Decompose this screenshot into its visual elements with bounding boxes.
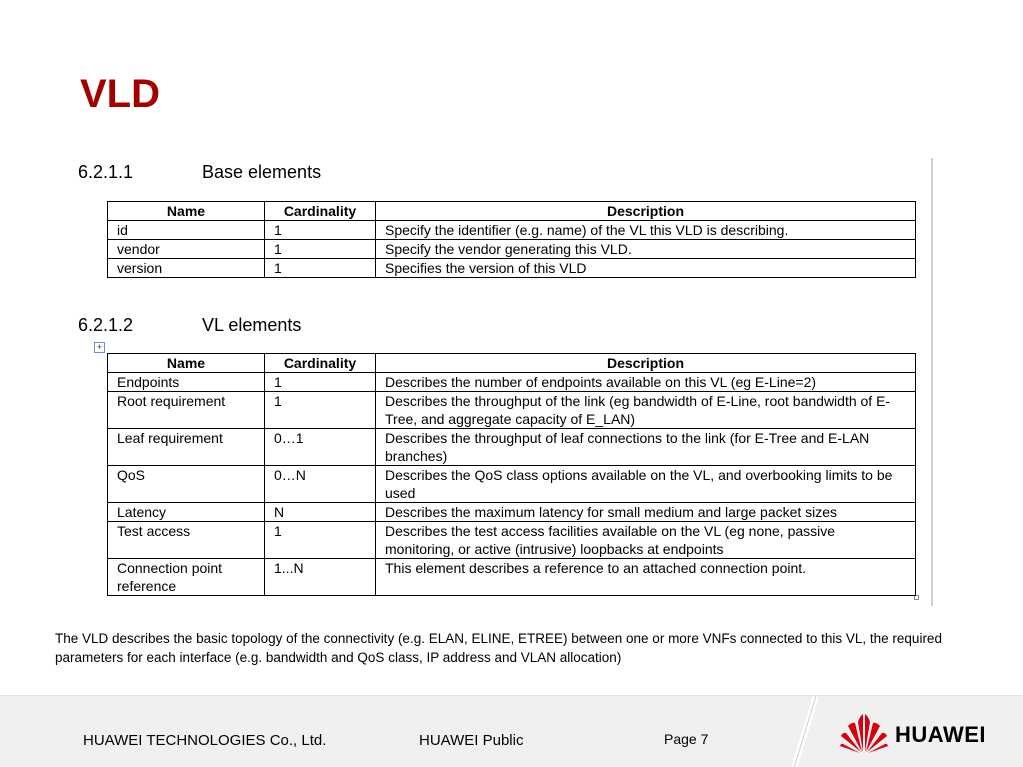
table-row xyxy=(108,259,916,278)
cell-description: Describes the maximum latency for small medium and large packet sizes xyxy=(376,503,916,522)
cell-description: Describes the throughput of leaf connections to the link (for E-Tree and E-LAN branches) xyxy=(376,429,916,466)
huawei-logo-text: HUAWEI xyxy=(895,722,986,747)
cell-name: Connection point reference xyxy=(108,559,265,596)
cell-name: Leaf requirement xyxy=(108,429,265,466)
cell-description: Describes the QoS class options available on the VL, and overbooking limits to be used xyxy=(376,466,916,503)
table-row xyxy=(108,503,916,522)
header-cardinality: Cardinality xyxy=(265,354,376,373)
cell-description: Specify the identifier (e.g. name) of the VL this VLD is describing. xyxy=(376,221,916,240)
cell-name: Latency xyxy=(108,503,265,522)
table-row xyxy=(108,392,916,429)
slide-footer xyxy=(0,695,1023,767)
section-title: Base elements xyxy=(202,162,322,182)
cell-cardinality: 1 xyxy=(265,373,376,392)
cell-name: vendor xyxy=(108,240,265,259)
header-name: Name xyxy=(108,202,265,221)
table-header-row xyxy=(108,202,916,221)
table-row xyxy=(108,466,916,503)
huawei-logo xyxy=(840,714,990,754)
cell-description: Specify the vendor generating this VLD. xyxy=(376,240,916,259)
cell-description: Describes the number of endpoints available on this VL (eg E-Line=2) xyxy=(376,373,916,392)
cell-description: This element describes a reference to an attached connection point. xyxy=(376,559,916,596)
cell-name: version xyxy=(108,259,265,278)
footer-classification: HUAWEI Public xyxy=(419,732,524,749)
cell-name: Test access xyxy=(108,522,265,559)
table-row xyxy=(108,429,916,466)
cell-cardinality: 1 xyxy=(265,259,376,278)
table-header-row xyxy=(108,354,916,373)
table-row xyxy=(108,559,916,596)
header-description: Description xyxy=(376,202,916,221)
table-row xyxy=(108,240,916,259)
cell-name: Root requirement xyxy=(108,392,265,429)
cell-cardinality: 1...N xyxy=(265,559,376,596)
cell-cardinality: 0…1 xyxy=(265,429,376,466)
slide-title: VLD xyxy=(80,72,160,116)
footer-page-number: Page 7 xyxy=(664,731,709,747)
header-name: Name xyxy=(108,354,265,373)
cell-description: Describes the throughput of the link (eg bandwidth of E-Line, root bandwidth of E-Tree, and aggregate capacity of E_LAN) xyxy=(376,392,916,429)
cell-name: Endpoints xyxy=(108,373,265,392)
table-row xyxy=(108,373,916,392)
document-edge-line xyxy=(931,158,933,606)
section-title: VL elements xyxy=(202,315,302,335)
footer-company: HUAWEI TECHNOLOGIES Co., Ltd. xyxy=(83,732,327,749)
cell-cardinality: 1 xyxy=(265,221,376,240)
vl-elements-table xyxy=(107,353,916,596)
cell-description: Describes the test access facilities available on the VL (eg none, passive monitoring, or active (intrusive) loopbacks at endpoints xyxy=(376,522,916,559)
cell-cardinality: N xyxy=(265,503,376,522)
section-number: 6.2.1.2 xyxy=(78,315,134,335)
table-row xyxy=(108,522,916,559)
base-elements-table xyxy=(107,201,916,278)
table-row xyxy=(108,221,916,240)
header-description: Description xyxy=(376,354,916,373)
slide-caption: The VLD describes the basic topology of the connectivity (e.g. ELAN, ELINE, ETREE) between one or more VNFs connected to this VL, the required parameters for each interface (e.g. bandwidth and QoS class, IP address and VLAN allocation) xyxy=(55,631,942,665)
header-cardinality: Cardinality xyxy=(265,202,376,221)
cell-description: Specifies the version of this VLD xyxy=(376,259,916,278)
section-number: 6.2.1.1 xyxy=(78,162,134,182)
footer-divider-icon xyxy=(780,696,820,767)
cell-cardinality: 1 xyxy=(265,240,376,259)
cell-cardinality: 0…N xyxy=(265,466,376,503)
table-move-handle-icon[interactable]: + xyxy=(94,342,105,353)
cell-name: QoS xyxy=(108,466,265,503)
huawei-flower-icon xyxy=(840,714,888,754)
cell-cardinality: 1 xyxy=(265,522,376,559)
cell-cardinality: 1 xyxy=(265,392,376,429)
cell-name: id xyxy=(108,221,265,240)
